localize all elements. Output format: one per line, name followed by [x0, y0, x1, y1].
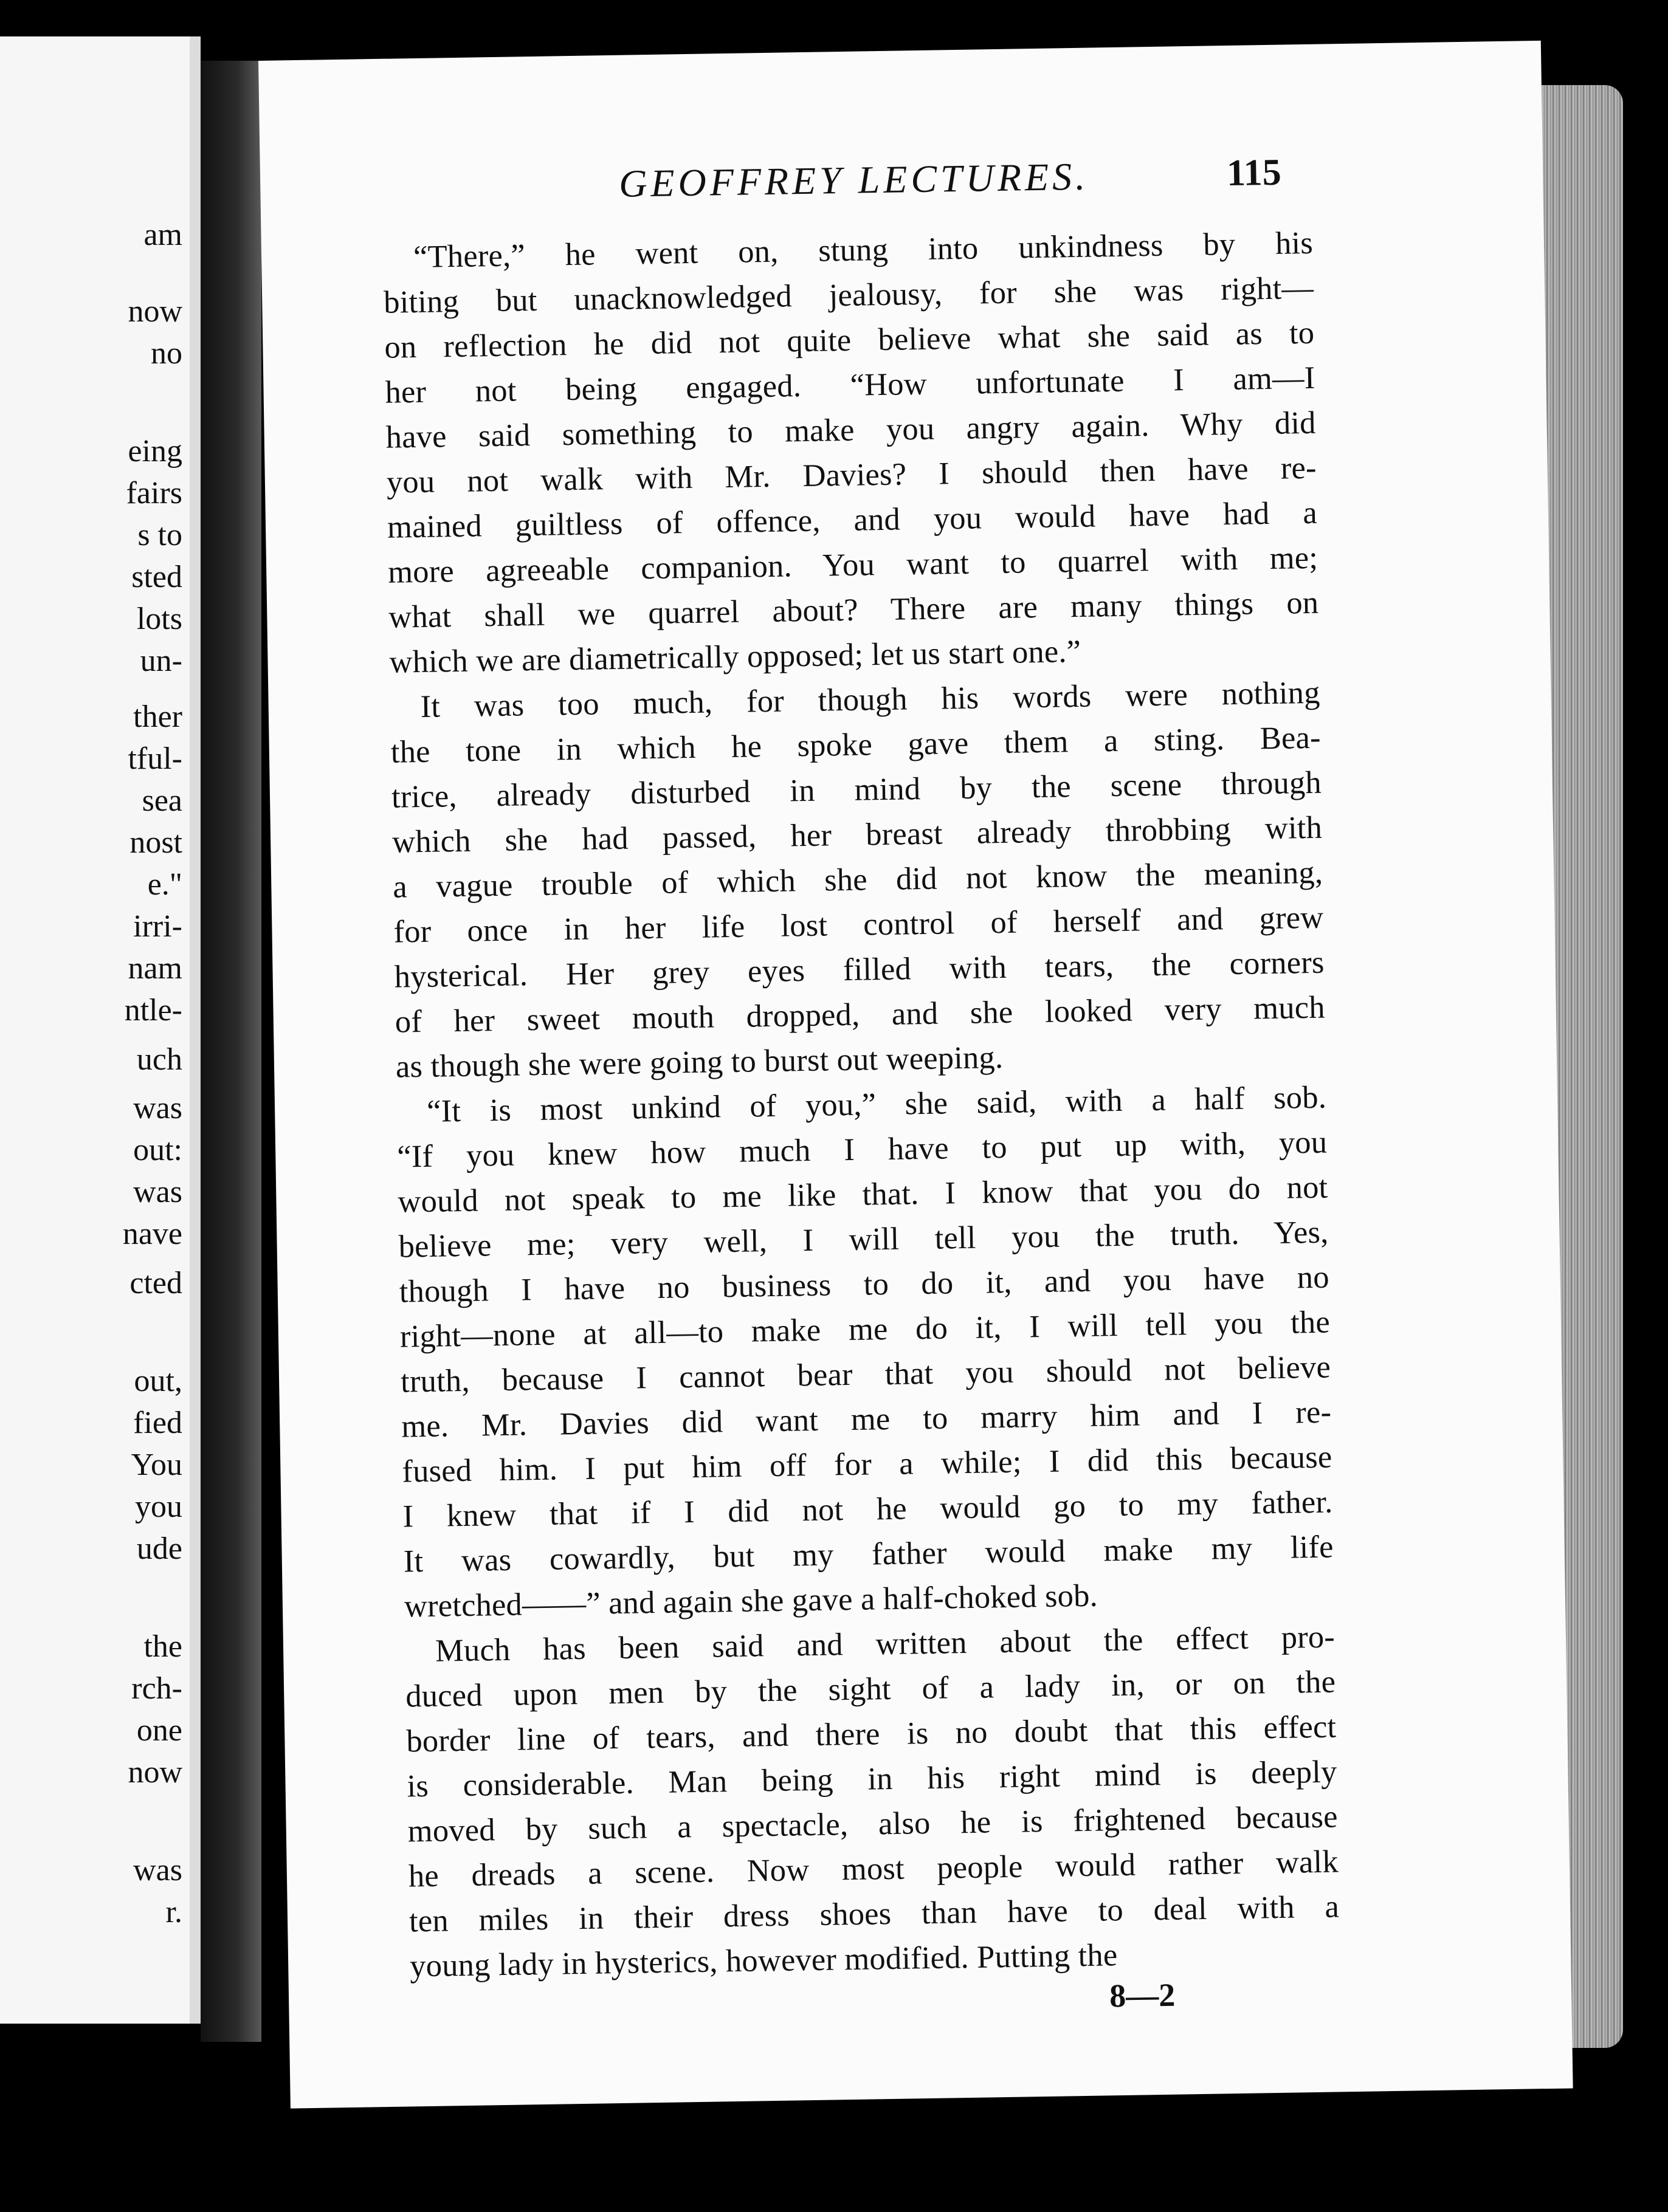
- left-page-line-fragment: was: [133, 1175, 182, 1209]
- left-page-line-fragment: sted: [131, 560, 182, 594]
- left-page-line-fragment: out:: [133, 1133, 182, 1167]
- text-line: duced upon men by the sight of a lady in, or on the: [405, 1664, 1336, 1714]
- page-body-text: [383, 221, 1340, 1989]
- left-page-line-fragment: cted: [129, 1265, 182, 1300]
- text-line: Much has been said and written about the effect pro-: [435, 1619, 1335, 1669]
- left-page-line-fragment: now: [128, 294, 182, 329]
- text-line: a vague trouble of which she did not know the meaning,: [392, 854, 1323, 905]
- text-line: It was too much, for though his words were nothing: [420, 675, 1321, 724]
- left-page-line-fragment: eing: [128, 434, 182, 469]
- text-line: for once in her life lost control of herself and grew: [393, 899, 1324, 950]
- left-page-line-fragment: the: [143, 1629, 182, 1664]
- left-page-line-fragment: out,: [134, 1363, 182, 1398]
- left-page-line-fragment: un-: [140, 644, 182, 678]
- left-page-line-fragment: ude: [136, 1531, 182, 1566]
- text-line: you not walk with Mr. Davies? I should then have re-: [386, 450, 1317, 500]
- text-line: though I have no business to do it, and you have no: [399, 1259, 1330, 1310]
- text-line: which she had passed, her breast already throbbing with: [391, 809, 1323, 860]
- text-line: on reflection he did not quite believe what she said as to: [384, 315, 1315, 365]
- text-line: biting but unacknowledged jealousy, for she was right—: [383, 270, 1314, 320]
- page-number: 115: [1226, 151, 1282, 194]
- text-line: moved by such a spectacle, also he is frightened because: [407, 1799, 1339, 1849]
- left-page-line-fragment: no: [151, 336, 182, 371]
- left-page-line-fragment: was: [133, 1091, 182, 1125]
- text-line: “It is most unkind of you,” she said, with a half sob.: [426, 1079, 1327, 1129]
- left-page-line-fragment: one: [136, 1712, 182, 1748]
- text-line: It was cowardly, but my father would make my life: [403, 1529, 1334, 1579]
- left-page-line-fragment: uch: [136, 1042, 182, 1077]
- text-line: I knew that if I did not he would go to my father.: [402, 1484, 1333, 1534]
- text-line: right—none at all—to make me do it, I will tell you the: [399, 1304, 1331, 1355]
- left-page-line-fragment: now: [128, 1754, 182, 1790]
- left-page-line-fragment: sea: [142, 783, 182, 818]
- left-page-line-fragment: e.": [147, 867, 182, 902]
- text-line: which we are diametrically opposed; let us start one.”: [389, 633, 1081, 680]
- left-page-line-fragment: s to: [137, 518, 182, 552]
- text-line: young lady in hysterics, however modified. Putting the: [409, 1937, 1118, 1984]
- text-line: her not being engaged. “How unfortunate I am—I: [385, 360, 1315, 410]
- text-line: the tone in which he spoke gave them a sting. Bea-: [390, 720, 1322, 770]
- text-line: wretched——” and again she gave a half-choked sob.: [404, 1578, 1098, 1624]
- left-page-line-fragment: nam: [128, 951, 182, 986]
- left-page-line-fragment: ther: [133, 699, 182, 734]
- text-line: hysterical. Her grey eyes filled with tears, the corners: [394, 944, 1325, 995]
- text-line: would not speak to me like that. I know that you do not: [398, 1169, 1328, 1220]
- text-line: fused him. I put him off for a while; I did this because: [402, 1439, 1332, 1489]
- left-page-line-fragment: irri-: [133, 909, 182, 944]
- book-page: [258, 41, 1573, 2109]
- binding-gutter: [201, 61, 261, 2042]
- left-page-line-fragment: r.: [165, 1894, 182, 1929]
- left-page-strip: [0, 36, 201, 2024]
- left-page-line-fragment: nave: [122, 1217, 182, 1251]
- left-page-line-fragment: fied: [133, 1405, 182, 1440]
- text-line: trice, already disturbed in mind by the scene through: [391, 764, 1322, 815]
- text-line: me. Mr. Davies did want me to marry him and I re-: [401, 1394, 1332, 1444]
- text-line: “If you knew how much I have to put up with, you: [396, 1124, 1328, 1175]
- text-line: “There,” he went on, stung into unkindness by his: [413, 225, 1314, 275]
- text-line: truth, because I cannot bear that you should not believe: [400, 1349, 1331, 1400]
- left-page-line-fragment: rch-: [131, 1671, 182, 1706]
- text-line: ten miles in their dress shoes than have to deal with a: [408, 1889, 1340, 1939]
- text-line: more agreeable companion. You want to quarrel with me;: [387, 540, 1318, 590]
- left-page-line-fragment: you: [135, 1489, 182, 1524]
- text-line: as though she were going to burst out weeping.: [395, 1039, 1004, 1085]
- text-line: what shall we quarrel about? There are many things on: [388, 585, 1319, 635]
- left-page-gutter-shadow: [190, 36, 201, 2024]
- left-page-line-fragment: ntle-: [124, 993, 182, 1028]
- text-line: is considerable. Man being in his right mind is deeply: [407, 1754, 1337, 1804]
- left-page-line-fragment: nost: [129, 825, 182, 860]
- text-line: he dreads a scene. Now most people would rather walk: [408, 1844, 1339, 1894]
- left-page-line-fragment: tful-: [128, 741, 182, 776]
- signature-mark: 8—2: [1109, 1976, 1176, 2014]
- text-line: border line of tears, and there is no doubt that this effect: [406, 1709, 1337, 1759]
- text-line: have said something to make you angry again. Why did: [385, 405, 1317, 455]
- left-page-line-fragment: You: [131, 1447, 182, 1482]
- left-page-line-fragment: was: [133, 1852, 182, 1887]
- text-line: of her sweet mouth dropped, and she looked very much: [395, 989, 1326, 1040]
- left-page-line-fragment: am: [143, 217, 182, 252]
- text-line: believe me; very well, I will tell you the truth. Yes,: [398, 1214, 1329, 1265]
- text-line: mained guiltless of offence, and you would have had a: [387, 495, 1318, 545]
- running-head: GEOFFREY LECTURES.: [618, 154, 1089, 205]
- left-page-line-fragment: fairs: [126, 476, 182, 510]
- left-page-line-fragment: lots: [136, 602, 182, 636]
